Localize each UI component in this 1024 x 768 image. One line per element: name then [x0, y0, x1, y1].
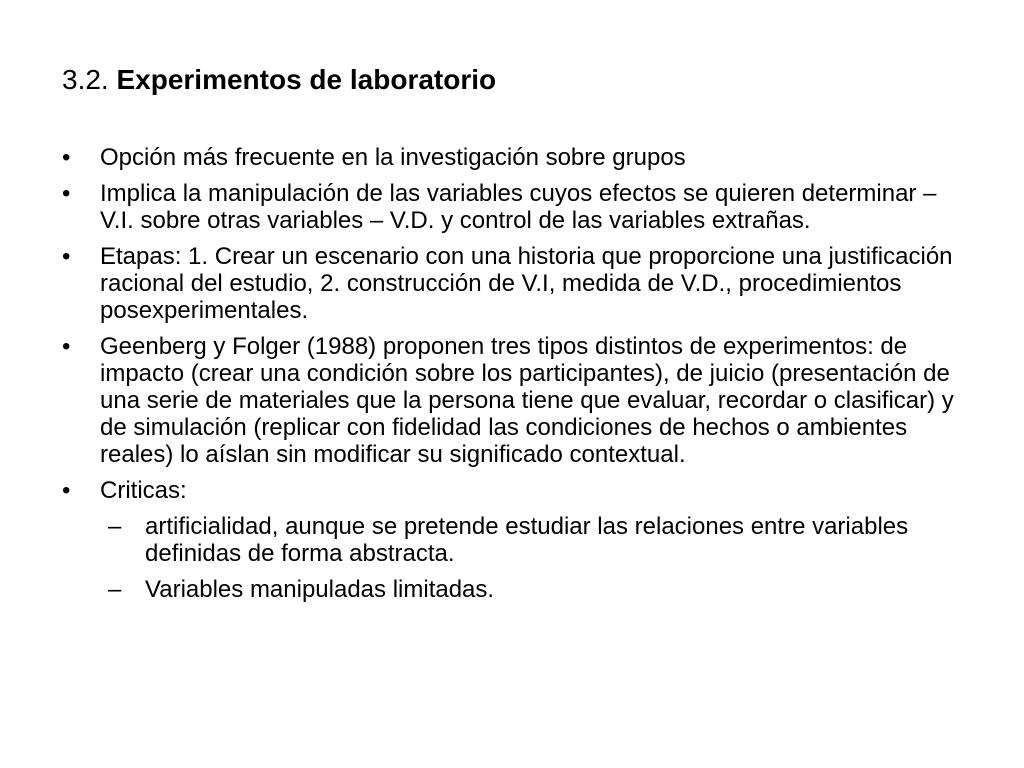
list-item [62, 243, 962, 324]
dash-marker: – [108, 576, 122, 603]
list-item [62, 477, 962, 603]
bullet-text: Geenberg y Folger (1988) proponen tres tipos distintos de experimentos: de impacto (crear una condición sobre los participantes), de juicio (presentación de una serie de materiales que la persona tiene que evaluar, recordar o clasificar) y de simulación (replicar con fidelidad las condiciones de hechos o ambientes reales) lo aíslan sin modificar su significado contextual. [100, 333, 954, 468]
bullet-text: Opción más frecuente en la investigación sobre grupos [100, 144, 686, 171]
list-item [62, 333, 962, 468]
list-item [62, 180, 962, 234]
list-item [62, 144, 962, 171]
sub-list-item [100, 576, 962, 603]
bullet-list [62, 144, 962, 612]
bullet-marker: • [62, 477, 71, 504]
sub-list-item [100, 513, 962, 567]
bullet-marker: • [62, 144, 71, 171]
bullet-marker: • [62, 180, 71, 207]
slide-title [62, 62, 962, 98]
bullet-text: Implica la manipulación de las variables cuyos efectos se quieren determinar – V.I. sobre otras variables – V.D. y control de las variables extrañas. [100, 180, 937, 234]
bullet-text: Criticas: [100, 477, 187, 504]
title-text: Experimentos de laboratorio [116, 64, 497, 95]
title-number: 3.2. [62, 64, 109, 95]
dash-marker: – [108, 513, 122, 540]
bullet-marker: • [62, 333, 71, 360]
sub-bullet-list [100, 513, 962, 603]
sub-bullet-text: Variables manipuladas limitadas. [145, 576, 495, 603]
bullet-text: Etapas: 1. Crear un escenario con una historia que proporcione una justificación racional del estudio, 2. construcción de V.I, medida de V.D., procedimientos posexperimentales. [100, 243, 953, 324]
sub-bullet-text: artificialidad, aunque se pretende estudiar las relaciones entre variables definidas de forma abstracta. [145, 513, 909, 567]
bullet-marker: • [62, 243, 71, 270]
